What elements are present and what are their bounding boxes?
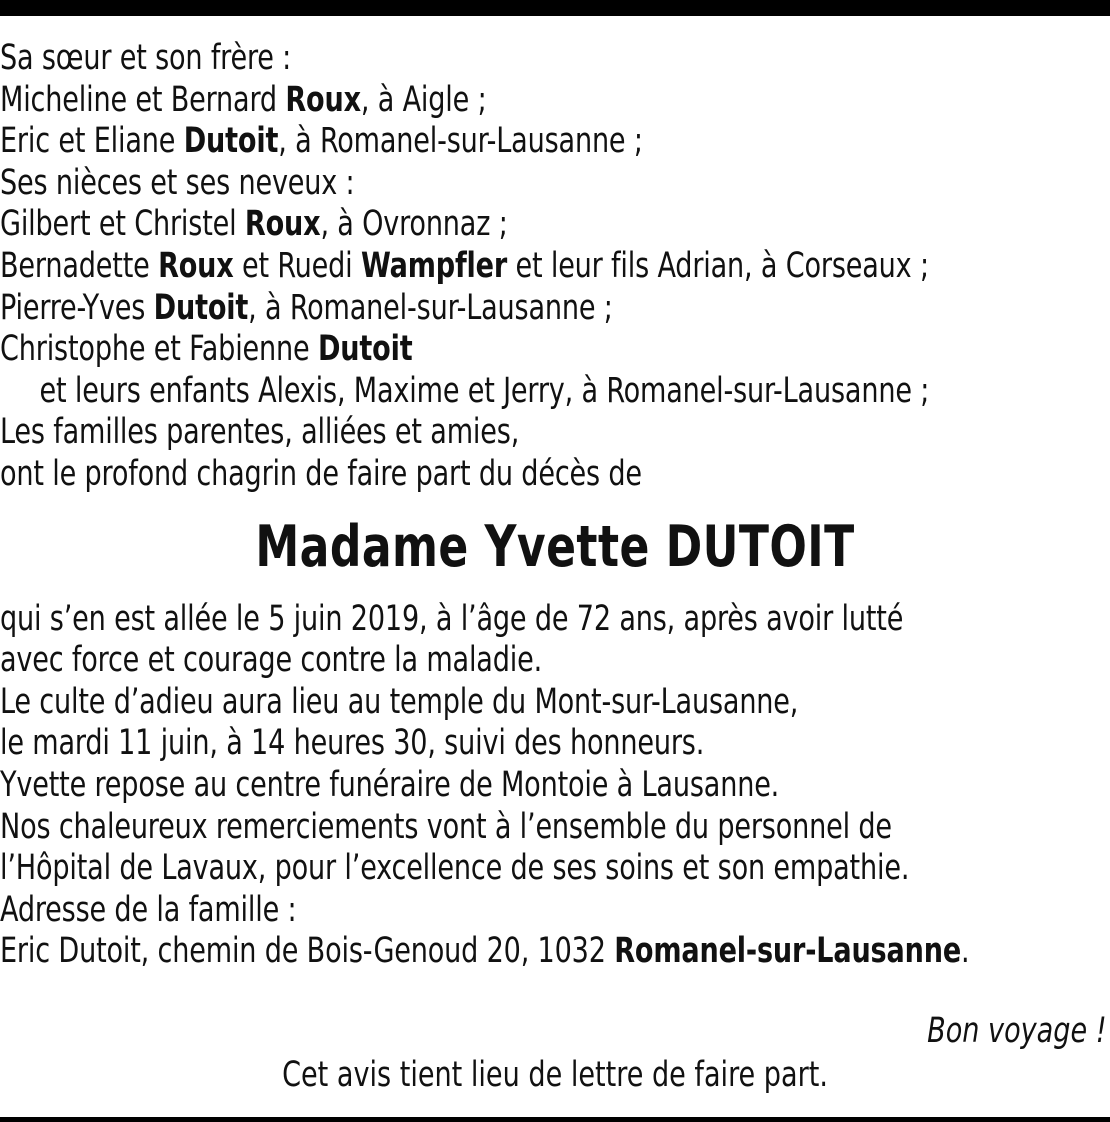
announcement-line: ont le profond chagrin de faire part du décès de xyxy=(0,453,642,494)
family-address xyxy=(0,931,970,973)
niece-2-names: Bernadette xyxy=(0,245,159,286)
niece-2-place: et leur fils Adrian, à Corseaux ; xyxy=(507,245,929,286)
niece-3-place: , à Romanel-sur-Lausanne ; xyxy=(248,287,613,328)
sibling-1-surname: Roux xyxy=(285,79,361,120)
sibling-1-place: , à Aigle ; xyxy=(360,79,487,120)
niece-2-partner: et Ruedi xyxy=(233,245,361,286)
address-period: . xyxy=(961,931,970,972)
sibling-2-place: , à Romanel-sur-Lausanne ; xyxy=(278,121,643,162)
obituary-notice xyxy=(0,38,1110,973)
niece-3-surname: Dutoit xyxy=(153,287,249,328)
niece-1-names: Gilbert et Christel xyxy=(0,204,245,245)
farewell-text: Bon voyage ! xyxy=(927,1011,1107,1051)
notice-statement: Cet avis tient lieu de lettre de faire part. xyxy=(282,1055,828,1095)
niece-2-partner-surname: Wampfler xyxy=(360,245,508,286)
deceased-name: Madame Yvette DUTOIT xyxy=(255,513,855,580)
relatives-line: Les familles parentes, alliées et amies, xyxy=(0,412,520,453)
sibling-line-2 xyxy=(0,121,955,163)
niece-line-3 xyxy=(0,288,955,330)
sibling-2-names: Eric et Eliane xyxy=(0,121,184,162)
niece-3-names: Pierre-Yves xyxy=(0,287,154,328)
niece-line-2 xyxy=(0,246,955,288)
niece-4-children: et leurs enfants Alexis, Maxime et Jerry, à Romanel-sur-Lausanne ; xyxy=(39,370,930,411)
details-line-5: Yvette repose au centre funéraire de Montoie à Lausanne. xyxy=(0,764,780,805)
niece-4-surname: Dutoit xyxy=(317,329,413,370)
sibling-2-surname: Dutoit xyxy=(183,121,279,162)
details-line-6: Nos chaleureux remerciements vont à l’ensemble du personnel de xyxy=(0,806,892,847)
address-city: Romanel-sur-Lausanne xyxy=(614,931,962,972)
address-street: Eric Dutoit, chemin de Bois-Genoud 20, 1032 xyxy=(0,931,615,972)
closing-section xyxy=(0,1010,1110,1096)
sibling-line-1 xyxy=(0,80,955,122)
niece-2-surname: Roux xyxy=(158,245,234,286)
niece-1-place: , à Ovronnaz ; xyxy=(320,204,508,245)
details-line-1: qui s’en est allée le 5 juin 2019, à l’âge de 72 ans, après avoir lutté xyxy=(0,598,904,639)
details-line-2: avec force et courage contre la maladie. xyxy=(0,640,543,681)
details-line-3: Le culte d’adieu aura lieu au temple du Mont-sur-Lausanne, xyxy=(0,681,799,722)
address-heading: Adresse de la famille : xyxy=(0,889,297,930)
niece-1-surname: Roux xyxy=(244,204,321,245)
siblings-heading: Sa sœur et son frère : xyxy=(0,38,292,78)
details-line-7: l’Hôpital de Lavaux, pour l’excellence de ses soins et son empathie. xyxy=(0,848,910,889)
niece-4-names: Christophe et Fabienne xyxy=(0,329,318,370)
niece-line-1 xyxy=(0,204,955,246)
top-border-rule xyxy=(0,0,1110,16)
bottom-border-rule xyxy=(0,1117,1110,1122)
niece-line-4 xyxy=(0,329,955,371)
details-line-4: le mardi 11 juin, à 14 heures 30, suivi des honneurs. xyxy=(0,723,705,764)
nieces-heading: Ses nièces et ses neveux : xyxy=(0,162,355,203)
sibling-1-names: Micheline et Bernard xyxy=(0,79,286,120)
